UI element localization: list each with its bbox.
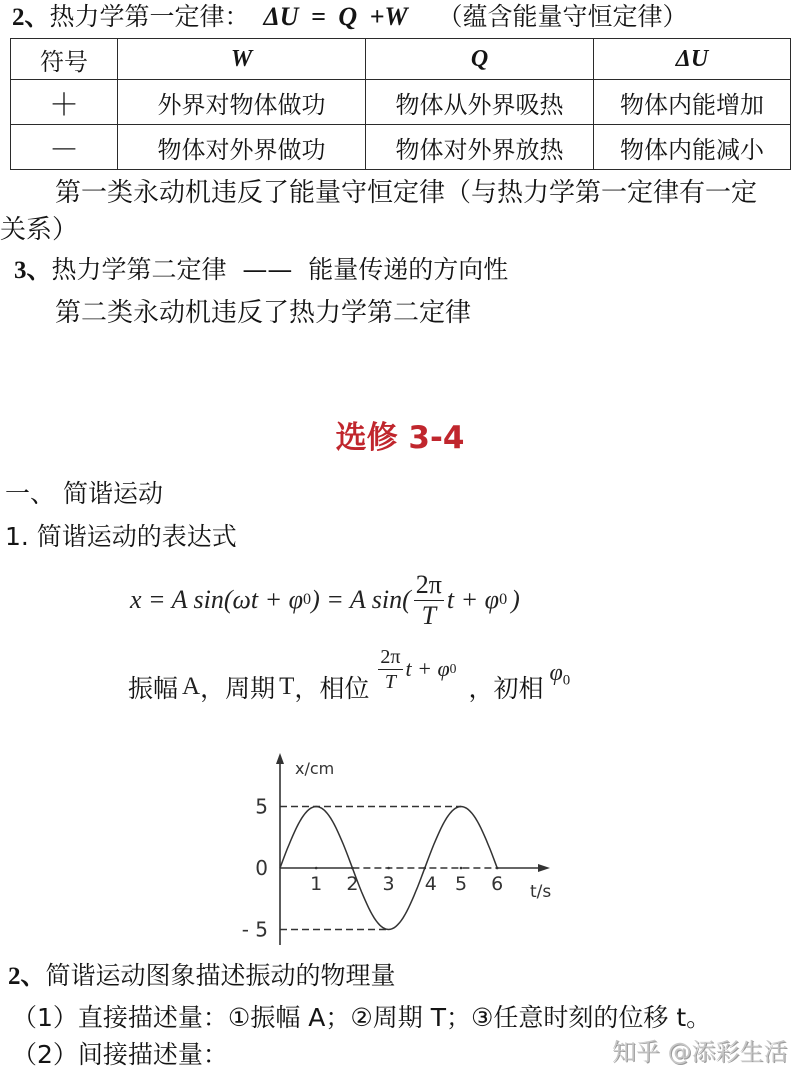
y-tick-label: - 5 <box>241 917 268 942</box>
direct-quantities: （1）直接描述量：①振幅 A；②周期 T；③任意时刻的位移 t。 <box>12 1003 712 1032</box>
table-header-row <box>11 39 791 80</box>
sign-convention-table <box>10 38 791 170</box>
x-tick-label: 2 <box>346 873 359 895</box>
section2-number: 2、 <box>12 4 50 31</box>
formula-lhs: x = A sin(ωt + φ <box>130 585 304 614</box>
x-tick-label: 5 <box>454 873 468 895</box>
y-axis-label: x/cm <box>295 759 335 778</box>
formula-fraction <box>414 569 444 630</box>
section3-title: 热力学第二定律 —— 能量传递的方向性 <box>51 255 509 284</box>
formula-tail-sub0: 0 <box>499 591 508 608</box>
header-w: W <box>118 39 366 80</box>
formula-close: ) <box>511 585 520 614</box>
y-tick-label: 0 <box>255 856 268 880</box>
x-tick <box>496 867 499 870</box>
plus-sign: ＋ <box>11 80 118 125</box>
phi-symbol: φ <box>549 660 563 687</box>
table-cell: 物体内能减小 <box>594 125 791 170</box>
x-tick-label: 6 <box>491 873 504 895</box>
phase-sub0: 0 <box>449 661 457 676</box>
shm-expression-heading: 1. 简谐运动的表达式 <box>5 522 237 551</box>
zhihu-watermark: 知乎 @添彩生活 <box>612 1038 788 1066</box>
period-symbol: T <box>279 673 295 700</box>
first-perpetual-motion-text: 第一类永动机违反了能量守恒定律（与热力学第一定律有一定 <box>55 178 758 208</box>
phase-expression <box>375 647 456 692</box>
y-axis-arrow-icon <box>276 753 284 764</box>
x-tick-label: 3 <box>382 873 395 895</box>
x-tick <box>351 867 354 870</box>
graph-heading-text: 简谐运动图象描述振动的物理量 <box>45 961 396 990</box>
table-cell: 外界对物体做功 <box>118 80 366 125</box>
indirect-quantities: （2）间接描述量： <box>12 1040 228 1069</box>
phase-fraction-denominator: T <box>384 670 396 693</box>
phase-fraction <box>378 647 402 692</box>
amplitude-label: 振幅 <box>128 674 179 703</box>
phase-label: ，相位 <box>294 674 370 703</box>
x-tick <box>424 867 427 870</box>
second-perpetual-motion-text: 第二类永动机违反了热力学第二定律 <box>55 298 472 328</box>
header-q: Q <box>366 39 594 80</box>
formula-mid: ) = A sin( <box>311 585 411 614</box>
section3-number: 3、 <box>14 257 52 284</box>
module-title: 选修 3-4 <box>335 420 465 456</box>
x-axis-arrow-icon <box>538 864 550 872</box>
first-perpetual-motion-text-cont: 关系） <box>0 215 79 245</box>
first-law-formula: ΔU = Q +W <box>263 2 408 31</box>
table-cell: 物体对外界做功 <box>118 125 366 170</box>
table-cell: 物体内能增加 <box>594 80 791 125</box>
phase-tail: t + φ <box>405 656 450 681</box>
minus-sign: － <box>11 125 118 170</box>
fraction-denominator: T <box>421 600 437 630</box>
shm-displacement-time-chart <box>220 740 580 955</box>
amplitude-symbol: A <box>182 673 201 700</box>
graph-quantities-heading <box>8 961 396 992</box>
x-tick <box>387 867 390 870</box>
phi-sub0: 0 <box>562 672 571 689</box>
initial-phase-label: ，初相 <box>468 674 544 703</box>
table-cell: 物体从外界吸热 <box>366 80 594 125</box>
x-tick-label: 1 <box>310 873 323 895</box>
graph-heading-number: 2、 <box>8 963 46 990</box>
period-label: ，周期 <box>200 674 276 703</box>
table-row <box>11 80 791 125</box>
x-tick <box>460 867 463 870</box>
shm-chapter-heading: 一、 简谐运动 <box>5 479 163 508</box>
section2-title: 热力学第一定律： <box>49 2 250 31</box>
initial-phase-symbol <box>549 660 570 689</box>
shm-formula <box>130 568 520 632</box>
shm-quantities-line <box>128 645 571 722</box>
header-delta-u: ΔU <box>594 39 791 80</box>
table-row <box>11 125 791 170</box>
section2-note: （蕴含能量守恒定律） <box>437 2 688 31</box>
section2-heading <box>12 2 688 33</box>
x-axis-label: t/s <box>530 882 552 902</box>
header-sign: 符号 <box>11 39 118 80</box>
fraction-numerator: 2π <box>415 569 442 599</box>
x-tick-label: 4 <box>424 873 437 895</box>
table-cell: 物体对外界放热 <box>366 125 594 170</box>
section3-heading <box>14 255 508 286</box>
x-tick <box>315 867 318 870</box>
y-tick-label: 5 <box>255 794 268 819</box>
phase-fraction-numerator: 2π <box>380 645 401 668</box>
formula-tail: t + φ <box>446 585 500 614</box>
formula-sub0: 0 <box>303 591 312 608</box>
